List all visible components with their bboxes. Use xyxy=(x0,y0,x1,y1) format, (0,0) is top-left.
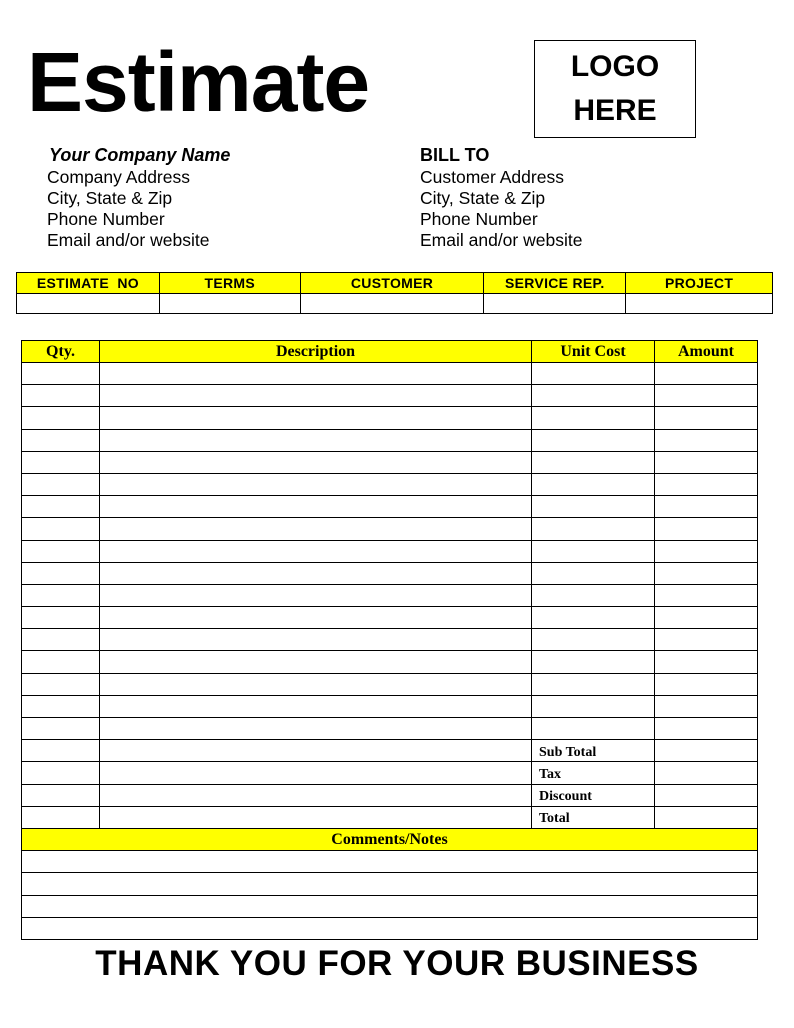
qty-cell[interactable] xyxy=(22,407,100,429)
project-header: PROJECT xyxy=(626,273,773,294)
line-item-row xyxy=(22,518,758,540)
description-cell[interactable] xyxy=(100,651,532,673)
company-city: City, State & Zip xyxy=(47,188,173,208)
line-item-row xyxy=(22,673,758,695)
unit-cost-cell[interactable] xyxy=(532,518,655,540)
estimate-info-table xyxy=(16,272,773,314)
amount-cell[interactable] xyxy=(655,651,758,673)
subtotal-value[interactable] xyxy=(655,740,758,762)
discount-row xyxy=(22,784,758,806)
line-item-row xyxy=(22,718,758,740)
qty-cell[interactable] xyxy=(22,651,100,673)
line-item-row xyxy=(22,629,758,651)
unit-cost-header: Unit Cost xyxy=(532,341,655,363)
tax-row xyxy=(22,762,758,784)
bill-to-block xyxy=(420,145,582,251)
qty-header: Qty. xyxy=(22,341,100,363)
description-cell[interactable] xyxy=(100,473,532,495)
amount-cell[interactable] xyxy=(655,607,758,629)
qty-cell[interactable] xyxy=(22,607,100,629)
terms-field[interactable] xyxy=(159,294,300,314)
amount-cell[interactable] xyxy=(655,451,758,473)
unit-cost-cell[interactable] xyxy=(532,451,655,473)
line-item-row xyxy=(22,496,758,518)
service-rep-header: SERVICE REP. xyxy=(484,273,626,294)
unit-cost-cell[interactable] xyxy=(532,562,655,584)
comment-line[interactable] xyxy=(22,873,758,895)
amount-cell[interactable] xyxy=(655,473,758,495)
line-item-row xyxy=(22,695,758,717)
qty-cell[interactable] xyxy=(22,673,100,695)
qty-cell[interactable] xyxy=(22,695,100,717)
qty-cell[interactable] xyxy=(22,496,100,518)
qty-cell[interactable] xyxy=(22,429,100,451)
line-item-row xyxy=(22,407,758,429)
info-header-row xyxy=(17,273,773,294)
terms-header: TERMS xyxy=(159,273,300,294)
comment-row xyxy=(22,895,758,917)
company-name: Your Company Name xyxy=(49,145,231,165)
unit-cost-cell[interactable] xyxy=(532,363,655,385)
company-block xyxy=(47,145,230,251)
customer-city: City, State & Zip xyxy=(420,188,546,208)
line-item-row xyxy=(22,540,758,562)
company-phone: Phone Number xyxy=(47,209,165,229)
customer-address: Customer Address xyxy=(420,167,564,187)
comments-header-row xyxy=(22,828,758,850)
amount-cell[interactable] xyxy=(655,496,758,518)
subtotal-row xyxy=(22,740,758,762)
line-item-row xyxy=(22,385,758,407)
amount-header: Amount xyxy=(655,341,758,363)
subtotal-label: Sub Total xyxy=(532,740,655,762)
qty-cell[interactable] xyxy=(22,562,100,584)
description-cell[interactable] xyxy=(100,562,532,584)
amount-cell[interactable] xyxy=(655,540,758,562)
description-cell[interactable] xyxy=(100,407,532,429)
description-cell[interactable] xyxy=(100,784,532,806)
comment-row xyxy=(22,851,758,873)
unit-cost-cell[interactable] xyxy=(532,496,655,518)
amount-cell[interactable] xyxy=(655,385,758,407)
amount-cell[interactable] xyxy=(655,629,758,651)
qty-cell[interactable] xyxy=(22,629,100,651)
qty-cell[interactable] xyxy=(22,451,100,473)
qty-cell[interactable] xyxy=(22,784,100,806)
total-row xyxy=(22,806,758,828)
description-cell[interactable] xyxy=(100,806,532,828)
amount-cell[interactable] xyxy=(655,673,758,695)
description-cell[interactable] xyxy=(100,718,532,740)
customer-web: Email and/or website xyxy=(420,230,583,250)
line-item-row xyxy=(22,607,758,629)
logo-placeholder xyxy=(534,40,696,138)
amount-cell[interactable] xyxy=(655,695,758,717)
description-cell[interactable] xyxy=(100,695,532,717)
unit-cost-cell[interactable] xyxy=(532,629,655,651)
qty-cell[interactable] xyxy=(22,584,100,606)
comment-line[interactable] xyxy=(22,895,758,917)
items-header-row xyxy=(22,341,758,363)
discount-label: Discount xyxy=(532,784,655,806)
amount-cell[interactable] xyxy=(655,429,758,451)
description-header: Description xyxy=(100,341,532,363)
amount-cell[interactable] xyxy=(655,718,758,740)
description-cell[interactable] xyxy=(100,607,532,629)
info-value-row xyxy=(17,294,773,314)
project-field[interactable] xyxy=(626,294,773,314)
amount-cell[interactable] xyxy=(655,407,758,429)
comment-row xyxy=(22,917,758,939)
line-item-row xyxy=(22,429,758,451)
line-item-row xyxy=(22,473,758,495)
description-cell[interactable] xyxy=(100,451,532,473)
line-items-table xyxy=(21,340,758,940)
description-cell[interactable] xyxy=(100,518,532,540)
description-cell[interactable] xyxy=(100,429,532,451)
unit-cost-cell[interactable] xyxy=(532,540,655,562)
tax-label: Tax xyxy=(532,762,655,784)
description-cell[interactable] xyxy=(100,740,532,762)
description-cell[interactable] xyxy=(100,762,532,784)
amount-cell[interactable] xyxy=(655,518,758,540)
line-item-row xyxy=(22,562,758,584)
unit-cost-cell[interactable] xyxy=(532,584,655,606)
description-cell[interactable] xyxy=(100,385,532,407)
qty-cell[interactable] xyxy=(22,762,100,784)
company-web: Email and/or website xyxy=(47,230,210,250)
service-rep-field[interactable] xyxy=(484,294,626,314)
qty-cell[interactable] xyxy=(22,473,100,495)
customer-header: CUSTOMER xyxy=(300,273,484,294)
qty-cell[interactable] xyxy=(22,806,100,828)
qty-cell[interactable] xyxy=(22,363,100,385)
line-item-row xyxy=(22,584,758,606)
description-cell[interactable] xyxy=(100,584,532,606)
description-cell[interactable] xyxy=(100,540,532,562)
total-value[interactable] xyxy=(655,806,758,828)
amount-cell[interactable] xyxy=(655,562,758,584)
estimate-no-header: ESTIMATE NO xyxy=(17,273,160,294)
customer-phone: Phone Number xyxy=(420,209,538,229)
qty-cell[interactable] xyxy=(22,385,100,407)
estimate-no-field[interactable] xyxy=(17,294,160,314)
line-item-row xyxy=(22,651,758,673)
logo-line-2: HERE xyxy=(573,94,657,127)
unit-cost-cell[interactable] xyxy=(532,407,655,429)
unit-cost-cell[interactable] xyxy=(532,429,655,451)
amount-cell[interactable] xyxy=(655,584,758,606)
bill-to-heading: BILL TO xyxy=(420,145,490,165)
comment-line[interactable] xyxy=(22,851,758,873)
line-item-row xyxy=(22,451,758,473)
description-cell[interactable] xyxy=(100,496,532,518)
unit-cost-cell[interactable] xyxy=(532,651,655,673)
qty-cell[interactable] xyxy=(22,518,100,540)
company-address: Company Address xyxy=(47,167,190,187)
discount-value[interactable] xyxy=(655,784,758,806)
comment-line[interactable] xyxy=(22,917,758,939)
logo-line-1: LOGO xyxy=(570,50,660,83)
description-cell[interactable] xyxy=(100,363,532,385)
customer-field[interactable] xyxy=(300,294,484,314)
unit-cost-cell[interactable] xyxy=(532,673,655,695)
unit-cost-cell[interactable] xyxy=(532,473,655,495)
unit-cost-cell[interactable] xyxy=(532,385,655,407)
unit-cost-cell[interactable] xyxy=(532,718,655,740)
unit-cost-cell[interactable] xyxy=(532,695,655,717)
line-item-row xyxy=(22,363,758,385)
qty-cell[interactable] xyxy=(22,718,100,740)
document-title: Estimate xyxy=(27,35,370,129)
tax-value[interactable] xyxy=(655,762,758,784)
total-label: Total xyxy=(532,806,655,828)
description-cell[interactable] xyxy=(100,629,532,651)
comment-row xyxy=(22,873,758,895)
description-cell[interactable] xyxy=(100,673,532,695)
amount-cell[interactable] xyxy=(655,363,758,385)
qty-cell[interactable] xyxy=(22,740,100,762)
thank-you-footer: THANK YOU FOR YOUR BUSINESS xyxy=(95,944,699,983)
qty-cell[interactable] xyxy=(22,540,100,562)
comments-heading: Comments/Notes xyxy=(22,828,758,850)
unit-cost-cell[interactable] xyxy=(532,607,655,629)
